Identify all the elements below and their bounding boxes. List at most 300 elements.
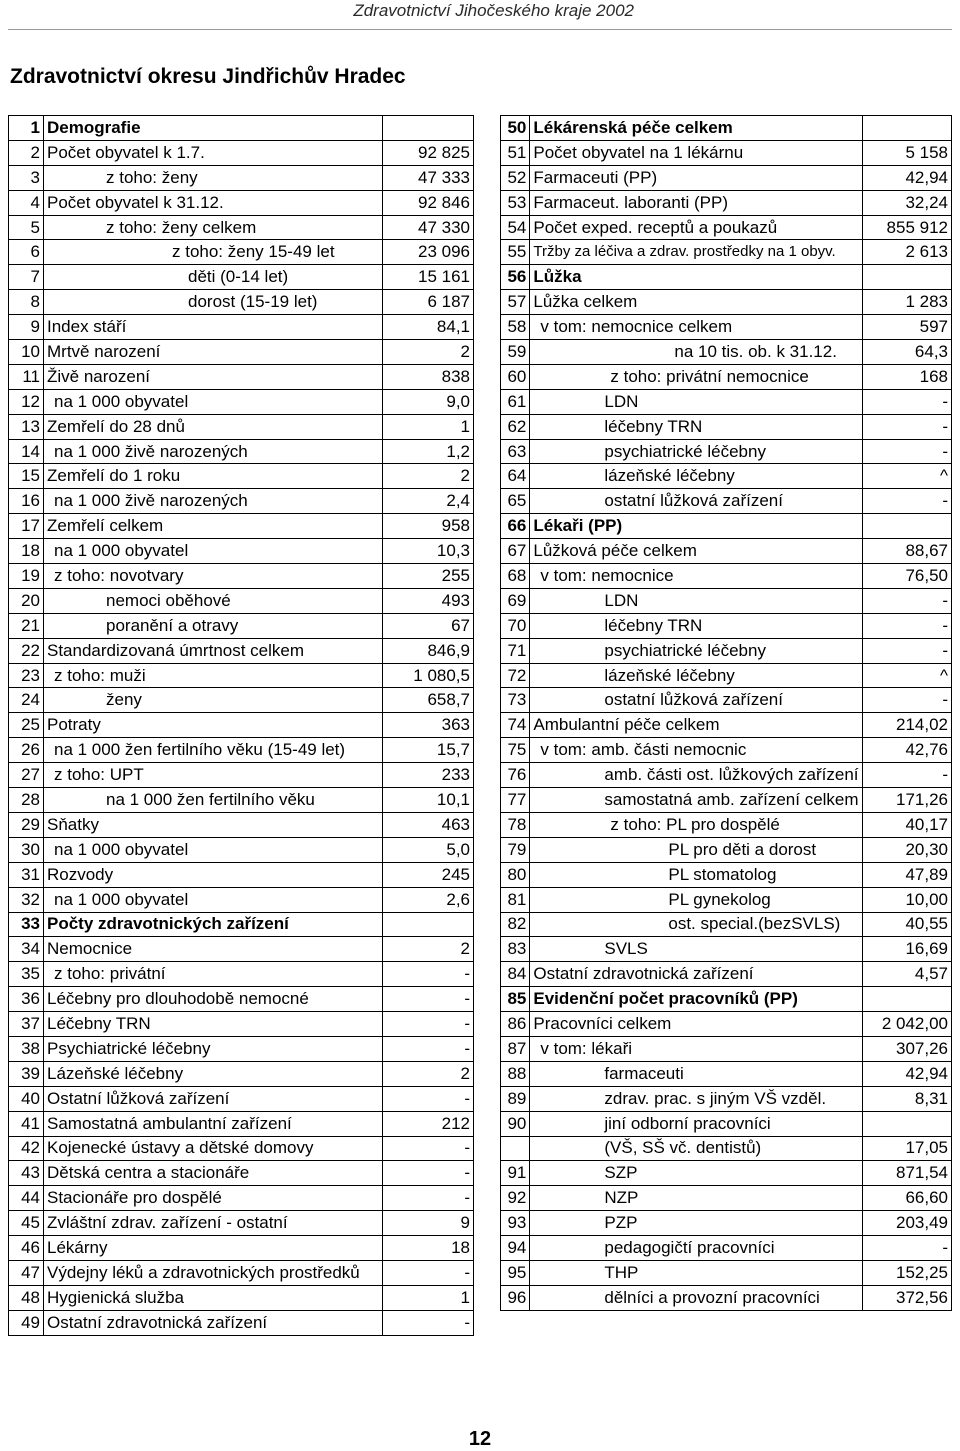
table-row	[501, 414, 952, 439]
row-label: Rozvody	[44, 862, 383, 887]
row-label: Zvláštní zdrav. zařízení - ostatní	[44, 1211, 383, 1236]
row-number: 39	[9, 1061, 44, 1086]
row-label: lázeňské léčebny	[530, 663, 862, 688]
row-value: ^	[862, 464, 951, 489]
table-row	[9, 439, 474, 464]
section-title: Lékaři (PP)	[530, 514, 862, 539]
row-number: 79	[501, 837, 530, 862]
row-label: na 10 tis. ob. k 31.12.	[530, 340, 862, 365]
table-row	[9, 987, 474, 1012]
row-value: 8,31	[862, 1086, 951, 1111]
row-number: 65	[501, 489, 530, 514]
row-label: z toho: UPT	[44, 763, 383, 788]
row-number: 45	[9, 1211, 44, 1236]
row-value: 40,55	[862, 912, 951, 937]
row-label: ostatní lůžková zařízení	[530, 489, 862, 514]
row-number: 18	[9, 539, 44, 564]
row-number: 94	[501, 1236, 530, 1261]
row-value: -	[383, 1086, 474, 1111]
section-header-row	[9, 116, 474, 141]
row-label: z toho: privátní	[44, 962, 383, 987]
row-value: 2	[383, 464, 474, 489]
row-number: 16	[9, 489, 44, 514]
table-row	[501, 464, 952, 489]
row-value: -	[383, 1310, 474, 1335]
row-value: -	[862, 489, 951, 514]
row-number: 29	[9, 812, 44, 837]
row-value: 23 096	[383, 240, 474, 265]
row-value: -	[383, 1036, 474, 1061]
page-number: 12	[468, 1428, 492, 1450]
table-row	[501, 663, 952, 688]
table-row	[501, 215, 952, 240]
row-value: 1,2	[383, 439, 474, 464]
table-row	[9, 713, 474, 738]
row-label: z toho: PL pro dospělé	[530, 812, 862, 837]
row-label: Zemřelí do 28 dnů	[44, 414, 383, 439]
table-row	[9, 962, 474, 987]
row-value: 5,0	[383, 837, 474, 862]
row-label: THP	[530, 1260, 862, 1285]
row-number: 20	[9, 588, 44, 613]
row-label: na 1 000 obyvatel	[44, 539, 383, 564]
table-row	[9, 837, 474, 862]
table-row	[9, 140, 474, 165]
row-number: 35	[9, 962, 44, 987]
row-number: 19	[9, 564, 44, 589]
table-row	[501, 837, 952, 862]
table-row	[501, 290, 952, 315]
row-value: 2	[383, 937, 474, 962]
row-value: 463	[383, 812, 474, 837]
table-row	[9, 738, 474, 763]
row-number: 93	[501, 1211, 530, 1236]
table-row	[9, 190, 474, 215]
table-row	[9, 812, 474, 837]
row-value: 64,3	[862, 340, 951, 365]
row-number: 28	[9, 788, 44, 813]
row-value: 10,3	[383, 539, 474, 564]
row-label: SZP	[530, 1161, 862, 1186]
row-value: 47 333	[383, 165, 474, 190]
row-value: -	[383, 1186, 474, 1211]
row-label: psychiatrické léčebny	[530, 439, 862, 464]
row-value: 1 080,5	[383, 663, 474, 688]
row-value	[862, 116, 951, 141]
table-row	[501, 1236, 952, 1261]
row-label: na 1 000 živě narozených	[44, 489, 383, 514]
row-number: 85	[501, 987, 530, 1012]
row-label: Počet obyvatel na 1 lékárnu	[530, 140, 862, 165]
row-value: 233	[383, 763, 474, 788]
row-value: 88,67	[862, 539, 951, 564]
table-row	[501, 788, 952, 813]
row-label: v tom: amb. části nemocnic	[530, 738, 862, 763]
row-label: SVLS	[530, 937, 862, 962]
row-number: 72	[501, 663, 530, 688]
row-number: 88	[501, 1061, 530, 1086]
row-label: lázeňské léčebny	[530, 464, 862, 489]
section-header-row	[501, 987, 952, 1012]
row-number: 12	[9, 389, 44, 414]
section-header-row	[501, 265, 952, 290]
table-row	[9, 290, 474, 315]
row-label: v tom: nemocnice celkem	[530, 315, 862, 340]
row-label: z toho: ženy 15-49 let	[44, 240, 383, 265]
table-row	[9, 862, 474, 887]
row-label: na 1 000 obyvatel	[44, 837, 383, 862]
table-row	[9, 638, 474, 663]
row-number: 5	[9, 215, 44, 240]
table-row	[9, 1161, 474, 1186]
table-row	[501, 240, 952, 265]
row-number: 4	[9, 190, 44, 215]
row-number: 66	[501, 514, 530, 539]
row-number: 73	[501, 688, 530, 713]
row-value: -	[383, 1260, 474, 1285]
row-number: 37	[9, 1012, 44, 1037]
row-value: 10,00	[862, 887, 951, 912]
row-number: 49	[9, 1310, 44, 1335]
table-row	[9, 613, 474, 638]
row-label: Lůžková péče celkem	[530, 539, 862, 564]
row-number: 24	[9, 688, 44, 713]
table-row	[9, 514, 474, 539]
row-value: 871,54	[862, 1161, 951, 1186]
table-row	[9, 1310, 474, 1335]
row-label: Standardizovaná úmrtnost celkem	[44, 638, 383, 663]
row-label: ostatní lůžková zařízení	[530, 688, 862, 713]
row-number: 41	[9, 1111, 44, 1136]
row-label: Ostatní zdravotnická zařízení	[530, 962, 862, 987]
row-number: 91	[501, 1161, 530, 1186]
table-row	[501, 763, 952, 788]
row-value: 1	[383, 1285, 474, 1310]
row-number	[501, 1136, 530, 1161]
table-row	[501, 912, 952, 937]
row-number: 51	[501, 140, 530, 165]
table-row	[501, 588, 952, 613]
table-row	[9, 1061, 474, 1086]
row-label: dělníci a provozní pracovníci	[530, 1285, 862, 1310]
row-label: Samostatná ambulantní zařízení	[44, 1111, 383, 1136]
row-value: 838	[383, 364, 474, 389]
table-row	[9, 663, 474, 688]
table-row	[501, 1260, 952, 1285]
row-number: 34	[9, 937, 44, 962]
row-number: 67	[501, 539, 530, 564]
row-value: 17,05	[862, 1136, 951, 1161]
row-number: 59	[501, 340, 530, 365]
section-title: Lůžka	[530, 265, 862, 290]
table-row	[501, 887, 952, 912]
row-number: 47	[9, 1260, 44, 1285]
table-row	[9, 1186, 474, 1211]
row-label: v tom: lékaři	[530, 1036, 862, 1061]
table-row	[9, 564, 474, 589]
row-value: 42,94	[862, 1061, 951, 1086]
row-number: 69	[501, 588, 530, 613]
row-label: na 1 000 žen fertilního věku	[44, 788, 383, 813]
row-number: 83	[501, 937, 530, 962]
table-row	[9, 489, 474, 514]
row-label: Hygienická služba	[44, 1285, 383, 1310]
table-row	[501, 688, 952, 713]
row-value: -	[862, 688, 951, 713]
row-label: psychiatrické léčebny	[530, 638, 862, 663]
row-value: 18	[383, 1236, 474, 1261]
table-row	[9, 887, 474, 912]
row-label: Léčebny pro dlouhodobě nemocné	[44, 987, 383, 1012]
row-label: ost. special.(bezSVLS)	[530, 912, 862, 937]
row-value: 2,4	[383, 489, 474, 514]
table-row	[9, 937, 474, 962]
row-label: na 1 000 žen fertilního věku (15-49 let)	[44, 738, 383, 763]
table-row	[9, 464, 474, 489]
row-label: Živě narození	[44, 364, 383, 389]
row-number: 14	[9, 439, 44, 464]
row-label: Kojenecké ústavy a dětské domovy	[44, 1136, 383, 1161]
row-value: 66,60	[862, 1186, 951, 1211]
row-label: PL pro děti a dorost	[530, 837, 862, 862]
row-value: 493	[383, 588, 474, 613]
row-number: 56	[501, 265, 530, 290]
row-number: 7	[9, 265, 44, 290]
row-number: 31	[9, 862, 44, 887]
row-label: Index stáří	[44, 315, 383, 340]
table-row	[9, 1086, 474, 1111]
table-row	[9, 588, 474, 613]
row-label: nemoci oběhové	[44, 588, 383, 613]
row-number: 90	[501, 1111, 530, 1136]
table-row	[501, 389, 952, 414]
table-row	[9, 1211, 474, 1236]
row-label: jiní odborní pracovníci	[530, 1111, 862, 1136]
row-number: 80	[501, 862, 530, 887]
table-row	[501, 1136, 952, 1161]
row-value: 171,26	[862, 788, 951, 813]
table-row	[501, 1161, 952, 1186]
table-row	[9, 340, 474, 365]
row-number: 15	[9, 464, 44, 489]
row-number: 38	[9, 1036, 44, 1061]
row-number: 21	[9, 613, 44, 638]
row-label: PL gynekolog	[530, 887, 862, 912]
row-value: 16,69	[862, 937, 951, 962]
table-row	[501, 1086, 952, 1111]
row-label: na 1 000 obyvatel	[44, 389, 383, 414]
row-number: 76	[501, 763, 530, 788]
row-label: Zemřelí do 1 roku	[44, 464, 383, 489]
row-label: Stacionáře pro dospělé	[44, 1186, 383, 1211]
row-number: 25	[9, 713, 44, 738]
row-number: 58	[501, 315, 530, 340]
row-label: Tržby za léčiva a zdrav. prostředky na 1 obyv.	[530, 240, 862, 265]
row-label: Počet obyvatel k 1.7.	[44, 140, 383, 165]
row-number: 23	[9, 663, 44, 688]
row-value: 42,94	[862, 165, 951, 190]
row-value: 2 613	[862, 240, 951, 265]
table-row	[9, 539, 474, 564]
row-number: 87	[501, 1036, 530, 1061]
row-number: 70	[501, 613, 530, 638]
row-label: léčebny TRN	[530, 414, 862, 439]
table-row	[501, 1036, 952, 1061]
row-value: 168	[862, 364, 951, 389]
row-label: LDN	[530, 588, 862, 613]
row-value: 214,02	[862, 713, 951, 738]
row-number: 9	[9, 315, 44, 340]
row-label: farmaceuti	[530, 1061, 862, 1086]
row-value: 6 187	[383, 290, 474, 315]
row-label: z toho: muži	[44, 663, 383, 688]
table-row	[501, 1012, 952, 1037]
row-value: 255	[383, 564, 474, 589]
row-value: -	[383, 1012, 474, 1037]
row-value: 9	[383, 1211, 474, 1236]
row-number: 77	[501, 788, 530, 813]
row-number: 33	[9, 912, 44, 937]
row-value: -	[383, 962, 474, 987]
row-number: 61	[501, 389, 530, 414]
section-header-row	[501, 514, 952, 539]
row-label: Ostatní lůžková zařízení	[44, 1086, 383, 1111]
table-row	[9, 763, 474, 788]
row-value: 10,1	[383, 788, 474, 813]
row-number: 3	[9, 165, 44, 190]
row-value: 363	[383, 713, 474, 738]
row-number: 22	[9, 638, 44, 663]
row-number: 92	[501, 1186, 530, 1211]
row-number: 62	[501, 414, 530, 439]
row-value: 15 161	[383, 265, 474, 290]
row-value: 245	[383, 862, 474, 887]
row-label: amb. části ost. lůžkových zařízení	[530, 763, 862, 788]
table-row	[9, 265, 474, 290]
row-value: 42,76	[862, 738, 951, 763]
row-number: 50	[501, 116, 530, 141]
row-value: -	[862, 763, 951, 788]
section-title: Počty zdravotnických zařízení	[44, 912, 383, 937]
table-row	[501, 340, 952, 365]
row-label: z toho: ženy	[44, 165, 383, 190]
page-title: Zdravotnictví okresu Jindřichův Hradec	[10, 65, 406, 88]
row-label: dorost (15-19 let)	[44, 290, 383, 315]
running-header: Zdravotnictví Jihočeského kraje 2002	[353, 1, 634, 20]
table-row	[501, 1061, 952, 1086]
row-label: Dětská centra a stacionáře	[44, 1161, 383, 1186]
row-value: 2,6	[383, 887, 474, 912]
row-number: 46	[9, 1236, 44, 1261]
table-row	[501, 812, 952, 837]
row-number: 10	[9, 340, 44, 365]
row-label: z toho: ženy celkem	[44, 215, 383, 240]
row-number: 55	[501, 240, 530, 265]
row-number: 64	[501, 464, 530, 489]
row-label: Ostatní zdravotnická zařízení	[44, 1310, 383, 1335]
section-title: Evidenční počet pracovníků (PP)	[530, 987, 862, 1012]
row-number: 68	[501, 564, 530, 589]
table-row	[501, 613, 952, 638]
row-value: 4,57	[862, 962, 951, 987]
table-row	[9, 364, 474, 389]
row-label: Výdejny léků a zdravotnických prostředků	[44, 1260, 383, 1285]
row-number: 44	[9, 1186, 44, 1211]
row-label: Farmaceuti (PP)	[530, 165, 862, 190]
row-value: -	[383, 1161, 474, 1186]
table-row	[9, 1111, 474, 1136]
row-number: 40	[9, 1086, 44, 1111]
row-value: 212	[383, 1111, 474, 1136]
row-number: 53	[501, 190, 530, 215]
row-label: Pracovníci celkem	[530, 1012, 862, 1037]
row-value: 846,9	[383, 638, 474, 663]
row-value: 203,49	[862, 1211, 951, 1236]
row-value: -	[862, 1236, 951, 1261]
table-row	[501, 439, 952, 464]
row-label: Nemocnice	[44, 937, 383, 962]
row-value: 372,56	[862, 1285, 951, 1310]
row-value: -	[862, 638, 951, 663]
row-number: 32	[9, 887, 44, 912]
row-number: 52	[501, 165, 530, 190]
row-number: 6	[9, 240, 44, 265]
row-label: LDN	[530, 389, 862, 414]
row-number: 89	[501, 1086, 530, 1111]
table-row	[501, 140, 952, 165]
row-label: Počet exped. receptů a poukazů	[530, 215, 862, 240]
section-title: Demografie	[44, 116, 383, 141]
row-label: z toho: novotvary	[44, 564, 383, 589]
row-number: 11	[9, 364, 44, 389]
row-label: Potraty	[44, 713, 383, 738]
right-statistics-table	[500, 115, 952, 1311]
row-value: 9,0	[383, 389, 474, 414]
row-value: 597	[862, 315, 951, 340]
row-number: 48	[9, 1285, 44, 1310]
table-row	[501, 738, 952, 763]
row-value: 92 825	[383, 140, 474, 165]
row-label: samostatná amb. zařízení celkem	[530, 788, 862, 813]
row-number: 54	[501, 215, 530, 240]
left-statistics-table	[8, 115, 474, 1336]
row-number: 60	[501, 364, 530, 389]
table-row	[9, 1236, 474, 1261]
row-value: 2	[383, 1061, 474, 1086]
row-number: 26	[9, 738, 44, 763]
row-label: Sňatky	[44, 812, 383, 837]
table-row	[501, 937, 952, 962]
table-row	[501, 564, 952, 589]
row-label: děti (0-14 let)	[44, 265, 383, 290]
table-row	[9, 1012, 474, 1037]
row-value: -	[862, 414, 951, 439]
table-row	[501, 713, 952, 738]
row-number: 42	[9, 1136, 44, 1161]
row-value: -	[383, 1136, 474, 1161]
table-row	[9, 1136, 474, 1161]
row-number: 71	[501, 638, 530, 663]
row-value: 76,50	[862, 564, 951, 589]
row-value: 1 283	[862, 290, 951, 315]
row-label: ženy	[44, 688, 383, 713]
row-value: 20,30	[862, 837, 951, 862]
row-value: -	[383, 987, 474, 1012]
row-label: PL stomatolog	[530, 862, 862, 887]
row-value: 855 912	[862, 215, 951, 240]
row-label: Lůžka celkem	[530, 290, 862, 315]
table-row	[9, 688, 474, 713]
